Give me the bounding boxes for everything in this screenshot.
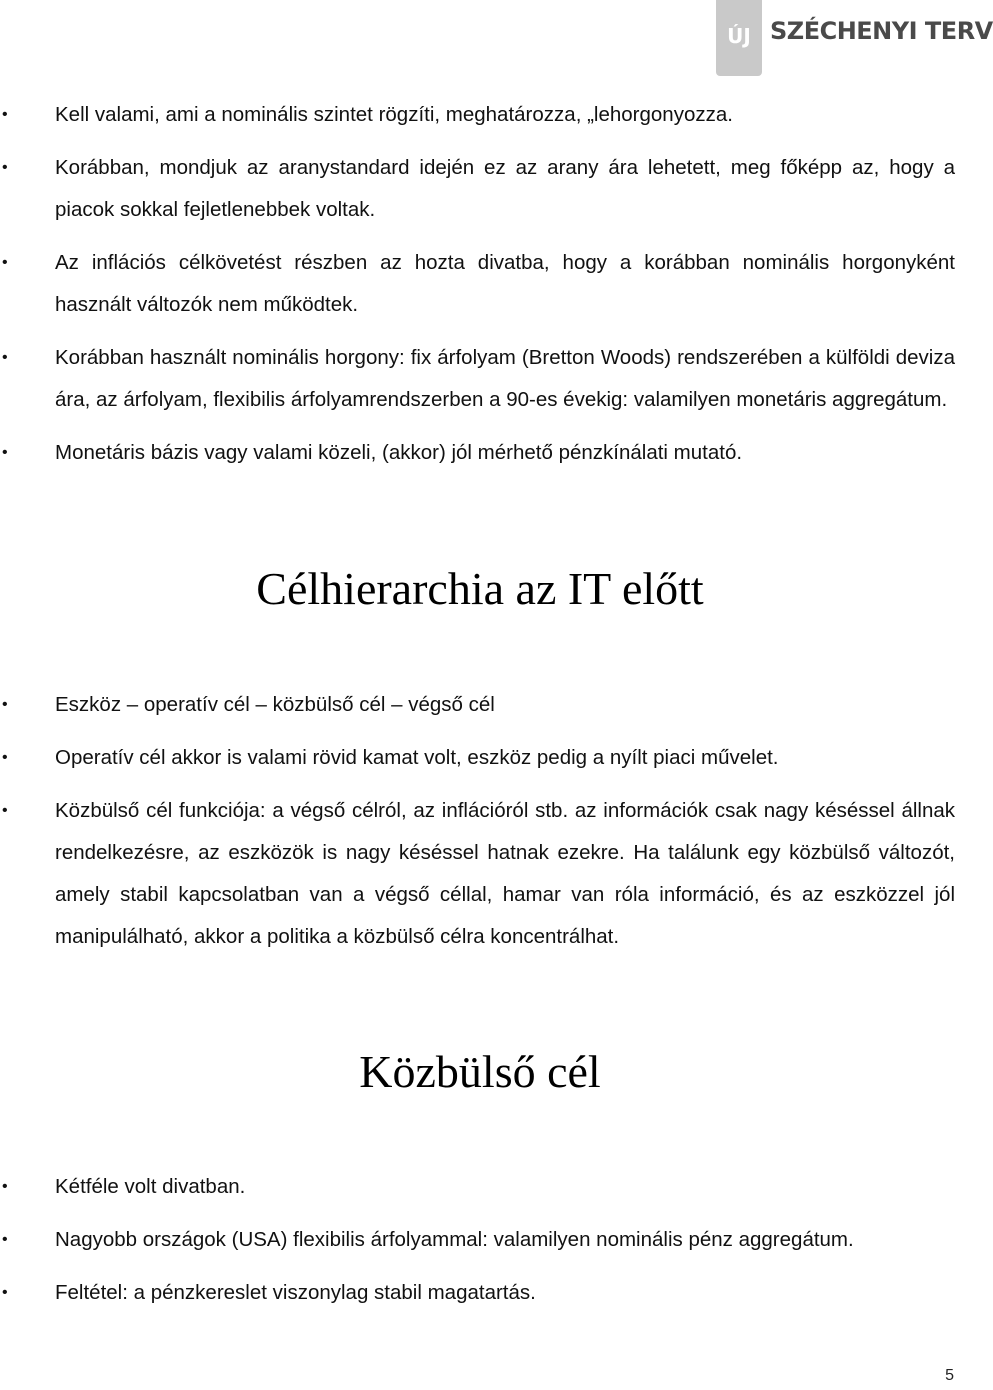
bullet-list <box>0 1166 960 1314</box>
bullet-section-nominal-anchor <box>0 94 960 474</box>
bullet-item: • Az inflációs célkövetést részben az hozta divatba, hogy a korábban nominális horgonyként használt változók nem működtek. <box>0 242 960 326</box>
szechenyi-terv-logo <box>710 0 993 78</box>
page-number: 5 <box>945 1367 954 1384</box>
uj-badge-icon <box>716 0 762 76</box>
bullet-item: • Korábban használt nominális horgony: fix árfolyam (Bretton Woods) rendszerében a külföldi deviza ára, az árfolyam, flexibilis árfolyamrendszerben a 90-es évekig: valamilyen monetáris aggregátum. <box>0 337 960 421</box>
logo-text: SZÉCHENYI TERV <box>770 17 993 45</box>
bullet-item: • Eszköz – operatív cél – közbülső cél – végső cél <box>0 684 960 726</box>
bullet-item: • Kétféle volt divatban. <box>0 1166 960 1208</box>
bullet-item: • Monetáris bázis vagy valami közeli, (akkor) jól mérhető pénzkínálati mutató. <box>0 432 960 474</box>
bullet-item: • Kell valami, ami a nominális szintet rögzíti, meghatározza, „lehorgonyozza. <box>0 94 960 136</box>
bullet-item: • Közbülső cél funkciója: a végső célról, az inflációról stb. az információk csak nagy késéssel állnak rendelkezésre, az eszközök is nagy késéssel hatnak ezekre. Ha találunk egy közbülső változót, amely stabil kapcsolatban van a végső céllal, hamar van róla információ, és az eszközzel jól manipulálható, akkor a politika a közbülső célra koncentrálhat. <box>0 790 960 958</box>
bullet-item: • Korábban, mondjuk az aranystandard idején ez az arany ára lehetett, meg főképp az, hogy a piacok sokkal fejletlenebbek voltak. <box>0 147 960 231</box>
bullet-section-kozbulso-cel <box>0 1166 960 1314</box>
heading-celhierarchia: Célhierarchia az IT előtt <box>256 563 704 614</box>
bullet-item: • Feltétel: a pénzkereslet viszonylag stabil magatartás. <box>0 1272 960 1314</box>
bullet-list <box>0 684 960 958</box>
bullet-section-celhierarchia <box>0 684 960 958</box>
bullet-list <box>0 94 960 474</box>
logo-badge-text: ÚJ <box>727 24 751 48</box>
bullet-item: • Operatív cél akkor is valami rövid kamat volt, eszköz pedig a nyílt piaci művelet. <box>0 737 960 779</box>
heading-kozbulso-cel: Közbülső cél <box>359 1046 601 1097</box>
bullet-item: • Nagyobb országok (USA) flexibilis árfolyammal: valamilyen nominális pénz aggregátum. <box>0 1219 960 1261</box>
